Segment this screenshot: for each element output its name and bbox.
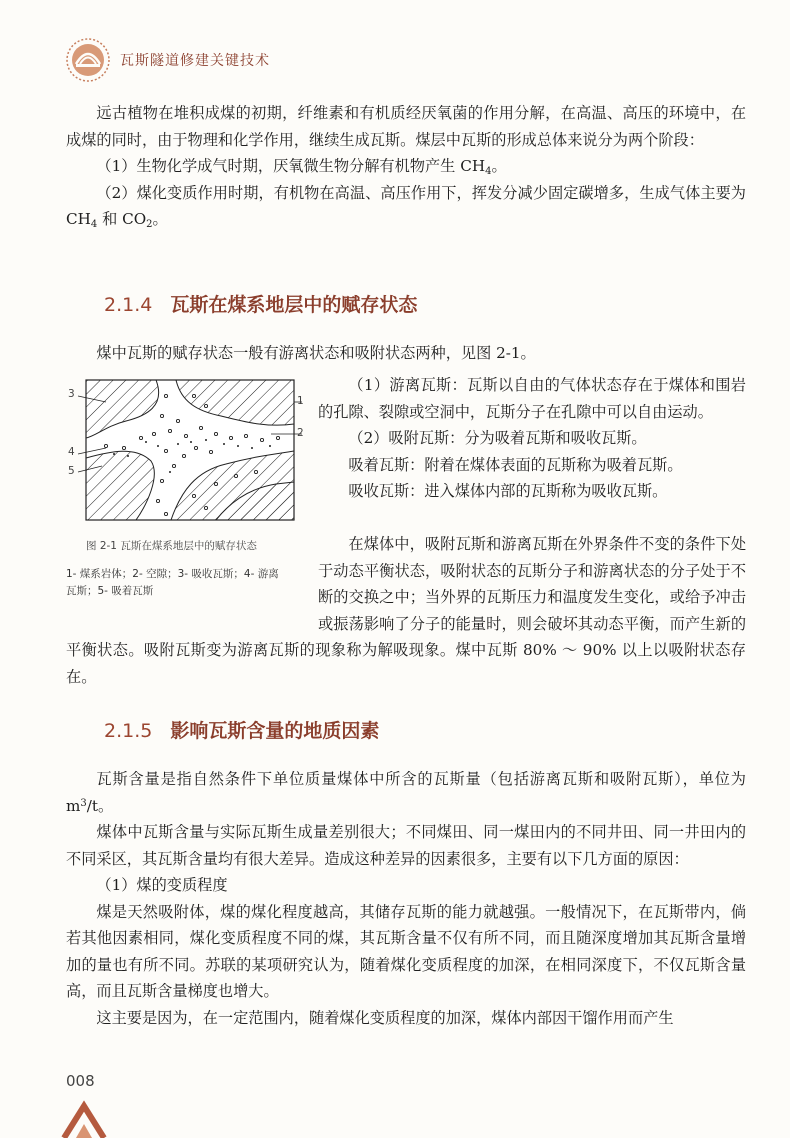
- figure-label-1: 1: [297, 395, 304, 407]
- book-logo-icon: [66, 38, 110, 82]
- figure-label-2: 2: [297, 427, 304, 439]
- figure-2-1: [66, 376, 306, 597]
- section-title: 瓦斯在煤系地层中的赋存状态: [170, 294, 418, 316]
- equilibrium-paragraph: 在煤体中，吸附瓦斯和游离瓦斯在外界条件不变的条件下处于动态平衡状态，吸附状态的瓦斯分子和游离状态的分子处于不断的交换之中；当外界的瓦斯压力和温度发生变化，或给予冲击或振荡影响了分子的能量时，则会破坏其动态平衡，而产生新的平衡状态。吸附瓦斯变为游离瓦斯的现象称为解吸现象。煤中瓦斯 80% ～ 90% 以上以吸附状态存在。: [66, 535, 746, 686]
- figure-label-4: 4: [68, 446, 75, 458]
- section-2-1-5-body: [66, 766, 746, 1031]
- figure-caption: 图 2-1 瓦斯在煤系地层中的赋存状态: [86, 540, 257, 552]
- metamorphism-paragraph: 煤是天然吸附体，煤的煤化程度越高，其储存瓦斯的能力就越强。一般情况下，在瓦斯带内，倘若其他因素相同，煤化变质程度不同的煤，其瓦斯含量不仅有所不同，而且随深度增加其瓦斯含量增加的量也有所不同。苏联的某项研究认为，随着煤化变质程度的加深，在相同深度下，不仅瓦斯含量高，而且瓦斯含量梯度也增大。: [66, 902, 746, 1000]
- continuation-paragraph: 这主要是因为，在一定范围内，随着煤化变质程度的加深，煤体内部因干馏作用而产生: [96, 1008, 674, 1027]
- intro-block: [66, 100, 746, 233]
- free-gas-paragraph: （1）游离瓦斯：瓦斯以自由的气体状态存在于煤体和围岩的孔隙、裂隙或空洞中，瓦斯分子在孔隙中可以自由运动。: [318, 376, 746, 421]
- figure-float-spacer: [66, 531, 318, 611]
- absorbed-gas-paragraph: 吸收瓦斯：进入煤体内部的瓦斯称为吸收瓦斯。: [348, 482, 668, 500]
- figure-label-5: 5: [68, 465, 75, 477]
- section-number: 2.1.4: [104, 294, 153, 316]
- book-title: 瓦斯隧道修建关键技术: [120, 53, 270, 69]
- page-number: 008: [66, 1072, 95, 1090]
- equilibrium-paragraph-wrap: [66, 531, 746, 690]
- surface-adsorbed-paragraph: 吸着瓦斯：附着在煤体表面的瓦斯称为吸着瓦斯。: [348, 455, 683, 474]
- coal-gas-diagram: [66, 376, 306, 526]
- figure-legend-note: 1- 煤系岩体；2- 空隙；3- 吸收瓦斯；4- 游离瓦斯；5- 吸着瓦斯: [66, 568, 279, 597]
- intro-paragraph-2: （1）生物化学成气时期，厌氧微生物分解有机物产生 $CH_4$。: [96, 157, 507, 177]
- corner-ornament-icon: [60, 1100, 120, 1138]
- factor-1-heading: （1）煤的变质程度: [96, 876, 228, 894]
- intro-paragraph-1: 远古植物在堆积成煤的初期，纤维素和有机质经厌氧菌的作用分解，在高温、高压的环境中，在成煤的同时，由于物理和化学作用，继续生成瓦斯。煤层中瓦斯的形成总体来说分为两个阶段：: [66, 104, 746, 149]
- page-header: [66, 38, 766, 82]
- section-2-1-4-lead: 煤中瓦斯的赋存状态一般有游离状态和吸附状态两种，见图 2-1。: [96, 344, 536, 362]
- section-heading-2-1-4: [104, 290, 417, 317]
- gas-content-variation: 煤体中瓦斯含量与实际瓦斯生成量差别很大；不同煤田、同一煤田内的不同井田、同一井田内的不同采区，其瓦斯含量均有很大差异。造成这种差异的因素很多，主要有以下几方面的原因：: [66, 823, 746, 868]
- figure-label-3: 3: [68, 388, 75, 400]
- gas-content-definition: 瓦斯含量是指自然条件下单位质量煤体中所含的瓦斯量（包括游离瓦斯和吸附瓦斯），单位为 $m^3/t$。: [66, 770, 746, 815]
- section-2-1-4-right-column: [318, 372, 746, 505]
- intro-paragraph-3: （2）煤化变质作用时期，有机物在高温、高压作用下，挥发分减少固定碳增多，生成气体主要为 $CH_4$ 和 $CO_2$。: [66, 183, 746, 230]
- section-heading-2-1-5: [104, 716, 379, 743]
- adsorbed-gas-paragraph: （2）吸附瓦斯：分为吸着瓦斯和吸收瓦斯。: [348, 429, 647, 447]
- section-title: 影响瓦斯含量的地质因素: [170, 720, 380, 742]
- section-number: 2.1.5: [104, 720, 153, 742]
